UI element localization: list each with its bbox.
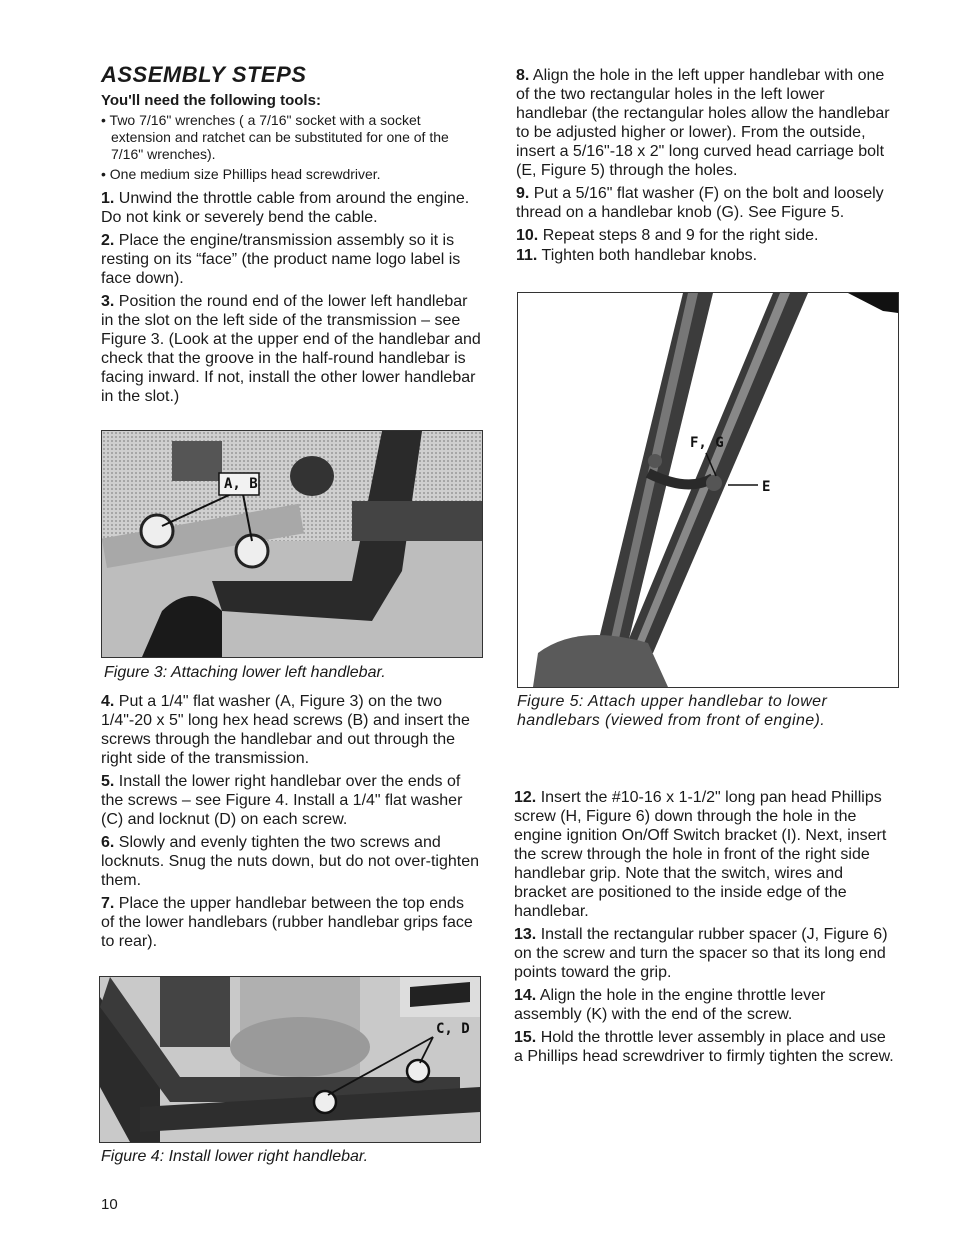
step-9: 9. Put a 5/16" flat washer (F) on the bolt and loosely thread on a handlebar knob (G). See Figure 5. bbox=[516, 185, 884, 221]
step-15: 15. Hold the throttle lever assembly in place and use a Phillips head screwdriver to firmly tighten the screw. bbox=[514, 1029, 894, 1065]
figure-5-caption: Figure 5: Attach upper handlebar to lower handlebars (viewed from front of engine). bbox=[517, 693, 828, 729]
figure-5-illustration bbox=[518, 293, 898, 687]
step-4: 4. Put a 1/4" flat washer (A, Figure 3) on the two 1/4"-20 x 5" long hex head screws (B) and insert the screws through the handlebar and out through the right side of the transmission. bbox=[101, 693, 470, 767]
figure-4-photo bbox=[99, 976, 481, 1143]
figure-3-callout: A, B bbox=[224, 476, 258, 492]
step-3: 3. Position the round end of the lower left handlebar in the slot on the left side of the transmission – see Figure 3. (Look at the upper end of the handlebar and check that the groove in the half-round handlebar is facing inward. If not, install the other lower handlebar in the slot.) bbox=[101, 293, 481, 405]
figure-5-photo bbox=[517, 292, 899, 688]
step-10: 10. Repeat steps 8 and 9 for the right side. bbox=[516, 227, 819, 244]
figure-4-illustration bbox=[100, 977, 480, 1142]
figure-3-illustration bbox=[102, 431, 482, 657]
figure-4-caption: Figure 4: Install lower right handlebar. bbox=[101, 1148, 369, 1165]
page-number: 10 bbox=[101, 1196, 118, 1213]
step-8: 8. Align the hole in the left upper handlebar with one of the two rectangular holes in the left lower handlebar (the rectangular holes allow the handlebar to be adjusted higher or lower). From the outside, insert a 5/16"-18 x 2" long curved head carriage bolt (E, Figure 5) through the holes. bbox=[516, 67, 890, 179]
step-1: 1. Unwind the throttle cable from around the engine. Do not kink or severely bend the cable. bbox=[101, 190, 470, 226]
figure-5-callout-fg: F, G bbox=[690, 435, 724, 451]
section-title: ASSEMBLY STEPS bbox=[101, 62, 307, 87]
figure-5-callout-e: E bbox=[762, 479, 771, 495]
left-column bbox=[101, 62, 481, 410]
step-13: 13. Install the rectangular rubber spacer (J, Figure 6) on the screw and turn the spacer so that its long end points toward the grip. bbox=[514, 926, 888, 981]
figure-4-callout: C, D bbox=[436, 1021, 470, 1037]
step-5: 5. Install the lower right handlebar over the ends of the screws – see Figure 4. Install a 1/4" flat washer (C) and locknut (D) on each screw. bbox=[101, 773, 463, 828]
figure-3-caption: Figure 3: Attaching lower left handlebar. bbox=[104, 664, 386, 681]
step-14: 14. Align the hole in the engine throttle lever assembly (K) with the end of the screw. bbox=[514, 987, 826, 1023]
right-column bbox=[516, 66, 898, 269]
step-11: 11. Tighten both handlebar knobs. bbox=[516, 247, 758, 264]
step-7: 7. Place the upper handlebar between the top ends of the lower handlebars (rubber handlebar grips face to rear). bbox=[101, 895, 473, 950]
step-6: 6. Slowly and evenly tighten the two screws and locknuts. Snug the nuts down, but do not over-tighten them. bbox=[101, 834, 480, 889]
tool-item: • One medium size Phillips head screwdriver. bbox=[101, 166, 381, 182]
step-2: 2. Place the engine/transmission assembly so it is resting on its “face” (the product name logo label is face down). bbox=[101, 232, 461, 287]
right-column-lower bbox=[514, 788, 896, 1070]
left-column-lower bbox=[101, 692, 481, 955]
tools-heading: You'll need the following tools: bbox=[101, 92, 321, 109]
figure-3-photo bbox=[101, 430, 483, 658]
step-12: 12. Insert the #10-16 x 1-1/2" long pan head Phillips screw (H, Figure 6) down through the hole in the engine ignition On/Off Switch bracket (I). Next, insert the screw through the hole in front of the right side handlebar grip. Note that the switch, wires and bracket are positioned to the inside edge of the handlebar. bbox=[514, 789, 887, 920]
tool-item: • Two 7/16" wrenches ( a 7/16" socket with a socket extension and ratchet can be substituted for one of the 7/16" wrenches). bbox=[101, 112, 449, 162]
